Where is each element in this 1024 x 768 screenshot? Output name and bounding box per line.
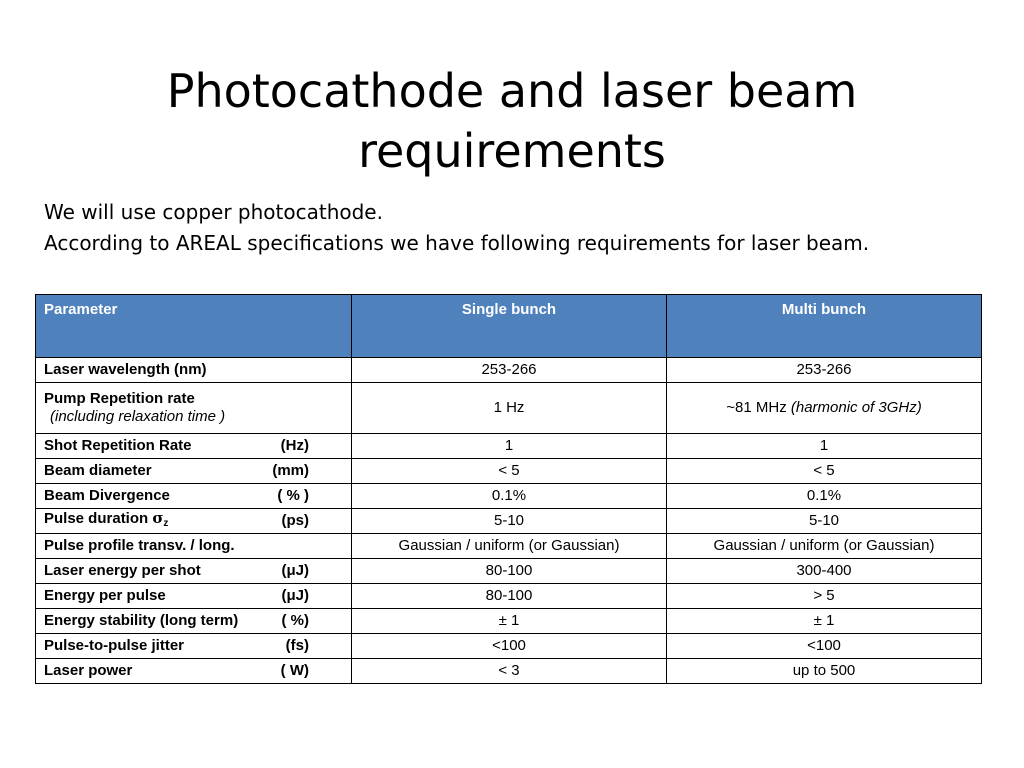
slide-title-line-1: Photocathode and laser beam	[166, 63, 858, 118]
param-cell	[36, 509, 352, 534]
table-row	[36, 534, 982, 559]
header-multi-bunch: Multi bunch	[667, 295, 982, 358]
intro-line-2: According to AREAL specifications we have following requirements for laser beam.	[44, 231, 870, 255]
param-label: Pulse profile transv. / long.	[44, 537, 235, 554]
single-value: <100	[352, 634, 667, 659]
param-unit: ( % )	[277, 487, 309, 504]
param-cell	[36, 358, 352, 383]
param-cell	[36, 459, 352, 484]
table-row	[36, 559, 982, 584]
table-row	[36, 358, 982, 383]
param-cell	[36, 434, 352, 459]
multi-value-note: (harmonic of 3GHz)	[790, 399, 922, 416]
multi-value: up to 500	[667, 659, 982, 684]
table-row	[36, 634, 982, 659]
multi-value: 300-400	[667, 559, 982, 584]
single-value: 253-266	[352, 358, 667, 383]
param-unit: (μJ)	[281, 562, 309, 579]
single-value: 1	[352, 434, 667, 459]
param-label: Laser wavelength (nm)	[44, 361, 207, 378]
param-label: Laser energy per shot	[44, 562, 201, 579]
param-unit: (μJ)	[281, 587, 309, 604]
requirements-table	[35, 294, 982, 684]
single-value: Gaussian / uniform (or Gaussian)	[352, 534, 667, 559]
single-value: < 5	[352, 459, 667, 484]
param-label: Pulse-to-pulse jitter	[44, 637, 185, 654]
param-cell	[36, 659, 352, 684]
single-value: < 3	[352, 659, 667, 684]
multi-value: 5-10	[667, 509, 982, 534]
slide-title-line-2: requirements	[358, 123, 666, 178]
table-row	[36, 584, 982, 609]
table-row	[36, 509, 982, 534]
multi-value: ± 1	[667, 609, 982, 634]
sigma-symbol: σ	[152, 509, 164, 527]
param-label: Energy per pulse	[44, 587, 166, 604]
multi-value: 1	[667, 434, 982, 459]
multi-value: < 5	[667, 459, 982, 484]
multi-value-main: ~81 MHz	[726, 399, 791, 416]
table-header	[36, 295, 982, 358]
param-cell	[36, 584, 352, 609]
table-body	[36, 358, 982, 684]
param-label: Pulse duration	[44, 510, 149, 527]
single-value: 5-10	[352, 509, 667, 534]
multi-value	[667, 383, 982, 434]
header-row	[36, 295, 982, 358]
param-unit: ( W)	[280, 662, 309, 679]
slide-title	[0, 61, 1024, 181]
intro-line-1: We will use copper photocathode.	[44, 200, 383, 224]
param-cell	[36, 634, 352, 659]
table-row	[36, 484, 982, 509]
single-value: 1 Hz	[352, 383, 667, 434]
param-unit: (fs)	[285, 637, 309, 654]
param-unit: (mm)	[272, 462, 309, 479]
multi-value: 253-266	[667, 358, 982, 383]
single-value: ± 1	[352, 609, 667, 634]
param-cell	[36, 383, 352, 434]
param-label: Energy stability (long term)	[44, 612, 239, 629]
table-row	[36, 609, 982, 634]
param-cell	[36, 534, 352, 559]
param-label: Pump Repetition rate	[44, 390, 195, 407]
param-sublabel: (including relaxation time )	[50, 408, 226, 425]
param-label: Shot Repetition Rate	[44, 437, 192, 454]
multi-value: <100	[667, 634, 982, 659]
multi-value: Gaussian / uniform (or Gaussian)	[667, 534, 982, 559]
param-label: Beam Divergence	[44, 487, 170, 504]
single-value: 80-100	[352, 559, 667, 584]
param-cell	[36, 484, 352, 509]
single-value: 0.1%	[352, 484, 667, 509]
param-unit: ( %)	[281, 612, 309, 629]
table-row	[36, 659, 982, 684]
param-cell	[36, 609, 352, 634]
multi-value: > 5	[667, 584, 982, 609]
multi-value: 0.1%	[667, 484, 982, 509]
header-parameter: Parameter	[36, 295, 352, 358]
param-unit: (ps)	[281, 512, 309, 529]
table-row	[36, 434, 982, 459]
param-unit: (Hz)	[280, 437, 309, 454]
param-label: Beam diameter	[44, 462, 152, 479]
intro-text	[44, 197, 869, 259]
param-label: Laser power	[44, 662, 133, 679]
table-row	[36, 459, 982, 484]
table-row	[36, 383, 982, 434]
header-single-bunch: Single bunch	[352, 295, 667, 358]
single-value: 80-100	[352, 584, 667, 609]
param-cell	[36, 559, 352, 584]
sigma-subscript: z	[163, 518, 169, 529]
